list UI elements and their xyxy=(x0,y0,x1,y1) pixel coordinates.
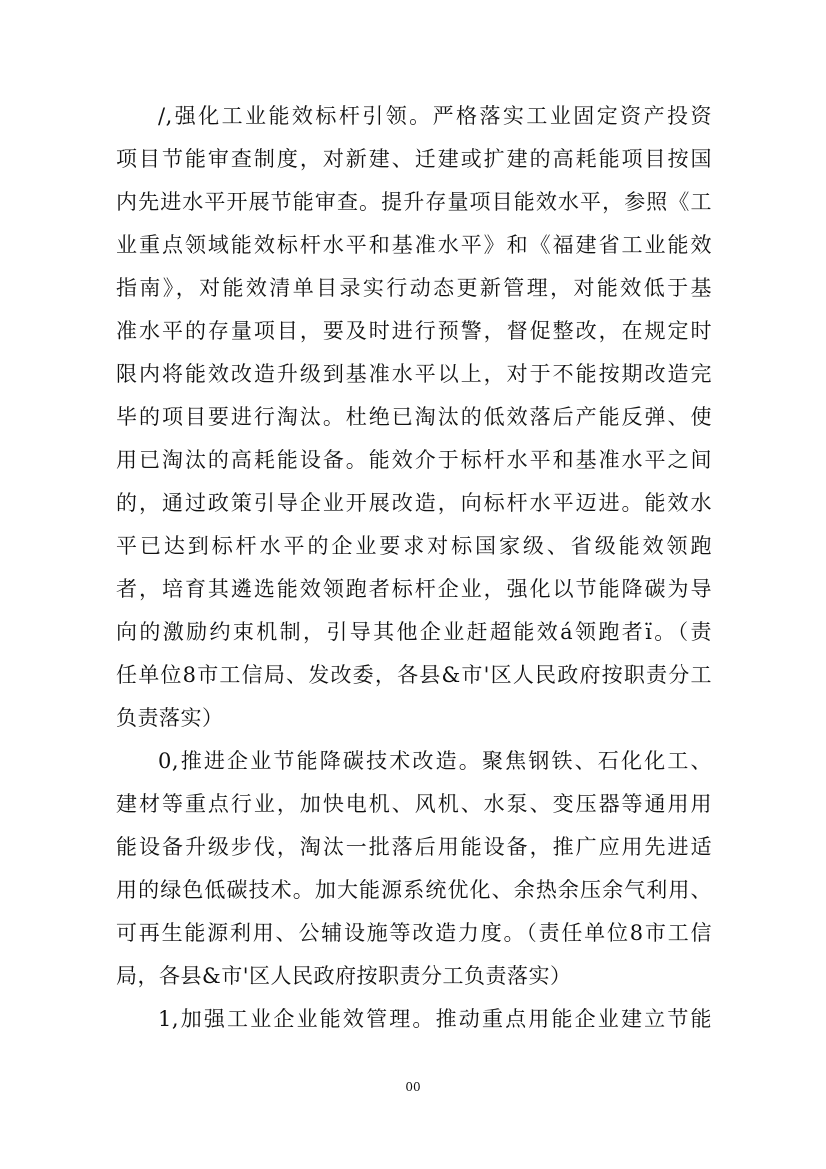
page-number: 00 xyxy=(405,1080,421,1094)
paragraph-2-line-3: 能设备升级步伐，淘汰一批落后用能设备，推广应用先进适 xyxy=(116,835,712,859)
paragraph-2-line-6: 局，各县&市'区人民政府按职责分工负责落实） xyxy=(116,964,572,988)
paragraph-1-line-3: 内先进水平开展节能审查。提升存量项目能效水平，参照《工 xyxy=(116,190,712,214)
paragraph-1-line-9: 用已淘汰的高耗能设备。能效介于标杆水平和基准水平之间 xyxy=(116,448,712,472)
paragraph-1-line-5: 指南》，对能效清单目录实行动态更新管理，对能效低于基 xyxy=(116,276,712,300)
paragraph-2-line-1: 0,推进企业节能降碳技术改造。聚焦钢铁、石化化工、 xyxy=(158,749,712,773)
paragraph-1-line-8: 毕的项目要进行淘汰。杜绝已淘汰的低效落后产能反弹、使 xyxy=(116,405,712,429)
paragraph-1-line-4: 业重点领域能效标杆水平和基准水平》和《福建省工业能效 xyxy=(116,233,712,257)
paragraph-1-line-2: 项目节能审查制度，对新建、迁建或扩建的高耗能项目按国 xyxy=(116,147,712,171)
paragraph-1-line-7: 限内将能效改造升级到基准水平以上，对于不能按期改造完 xyxy=(116,362,712,386)
paragraph-2-line-5: 可再生能源利用、公辅设施等改造力度。（责任单位8市工信 xyxy=(116,921,712,945)
paragraph-1-line-1: /,强化工业能效标杆引领。严格落实工业固定资产投资 xyxy=(158,104,712,128)
paragraph-1-line-6: 准水平的存量项目，要及时进行预警，督促整改，在规定时 xyxy=(116,319,712,343)
paragraph-3-line-1: 1,加强工业企业能效管理。推动重点用能企业建立节能 xyxy=(158,1007,712,1031)
paragraph-1-line-10: 的，通过政策引导企业开展改造，向标杆水平迈进。能效水 xyxy=(116,491,712,515)
paragraph-1-line-11: 平已达到标杆水平的企业要求对标国家级、省级能效领跑 xyxy=(116,534,712,558)
paragraph-2-line-4: 用的绿色低碳技术。加大能源系统优化、余热余压余气利用、 xyxy=(116,878,712,902)
paragraph-1-line-15: 负责落实） xyxy=(116,706,224,730)
paragraph-2-line-2: 建材等重点行业，加快电机、风机、水泵、变压器等通用用 xyxy=(116,792,712,816)
paragraph-1-line-13: 向的激励约束机制，引导其他企业赶超能效á领跑者ï。（责 xyxy=(116,620,712,644)
paragraph-1-line-12: 者，培育其遴选能效领跑者标杆企业，强化以节能降碳为导 xyxy=(116,577,712,601)
paragraph-1-line-14: 任单位8市工信局、发改委，各县&市'区人民政府按职责分工 xyxy=(116,663,712,687)
